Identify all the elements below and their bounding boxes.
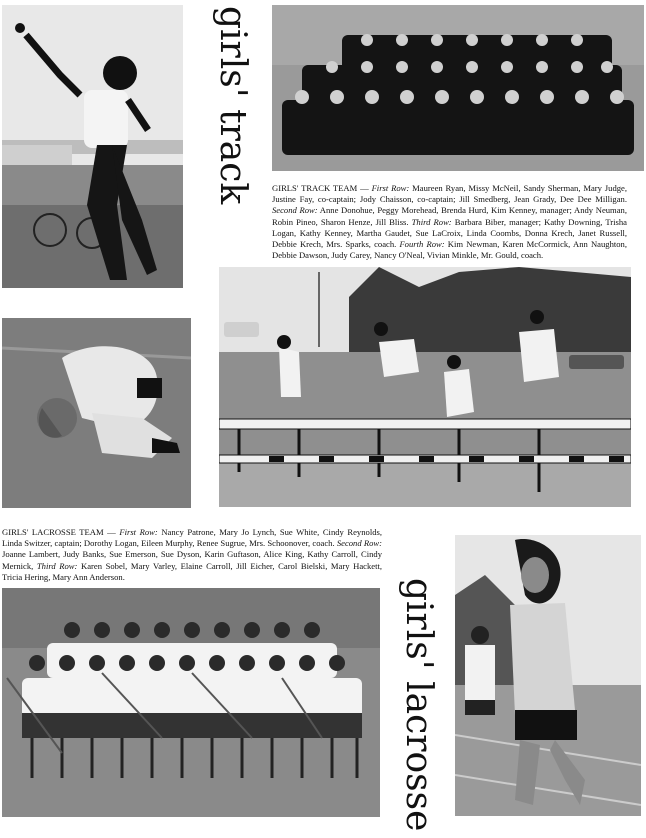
caption-team-label: GIRLS' LACROSSE TEAM — [2, 527, 116, 537]
caption-row-names: Karen Sobel, Mary Varley, Elaine Carroll, Jill Eicher, Carol Bielski, Mary Hackett, Tricia Hering, Mary Ann Anderson. [2, 560, 383, 582]
caption-row-label: First Row: [371, 183, 410, 193]
caption-row-names: Anne Donohue, Peggy Morehead, Brenda Hurd, Kim Kenney, manager; Andy Neuman, Robin Pineo, Sharon Henze, Jill Bliss. [272, 205, 627, 227]
track-team-photo [272, 5, 644, 171]
caption-row-names: Barbara Biber, manager; Kathy Downing, Trisha Logan, Kathy Kenney, Martha Gaudet, Sue LaCroix, Linda Coombs, Donna Krech, Janet Russell, Debbie Krech, Mrs. Sparks, coach. [272, 216, 627, 250]
caption-row-names: Maureen Ryan, Missy McNeil, Sandy Sherman, Mary Judge, Justine Fay, co-captain; Jody Chaisson, co-captain; Jill Smedberg, Jean Grady, Dee Dee Milligan. [272, 183, 628, 205]
shot-put-photo [2, 5, 183, 288]
caption-row-names: Nancy Patrone, Mary Jo Lynch, Sue White, Cindy Reynolds, Linda Switzer, captain; Dorothy Logan, Eileen Murphy, Renee Sugrue, Mrs. Schoonover, coach. [2, 527, 383, 549]
caption-team-label: GIRLS' TRACK TEAM — [272, 183, 369, 193]
lacrosse-title: girls' lacrosse [398, 578, 439, 832]
caption-row-label: First Row: [119, 527, 158, 537]
caption-row-names: Kim Newman, Karen McCormick, Ann Naughton, Debbie Dawson, Judy Carey, Nancy O'Neal, Vivian Minkle, Mr. Gould, coach. [272, 239, 627, 261]
track-team-caption [272, 183, 627, 261]
lacrosse-team-photo [2, 588, 380, 817]
caption-row-label: Second Row: [272, 205, 318, 216]
caption-row-label: Fourth Row: [399, 239, 445, 250]
track-title: girls' track [212, 6, 253, 205]
caption-row-label: Third Row: [36, 560, 78, 571]
hurdles-photo [219, 267, 631, 507]
caption-row-label: Third Row: [411, 216, 452, 227]
caption-row-label: Second Row: [336, 538, 382, 549]
runner-photo [455, 535, 641, 816]
kneeling-runner-photo [2, 318, 191, 508]
caption-row-names: Joanne Lambert, Judy Banks, Sue Emerson, Sue Dyson, Karin Guftason, Alice King, Kathy Carroll, Cindy Mernick, [2, 549, 382, 571]
lacrosse-team-caption [2, 527, 382, 583]
